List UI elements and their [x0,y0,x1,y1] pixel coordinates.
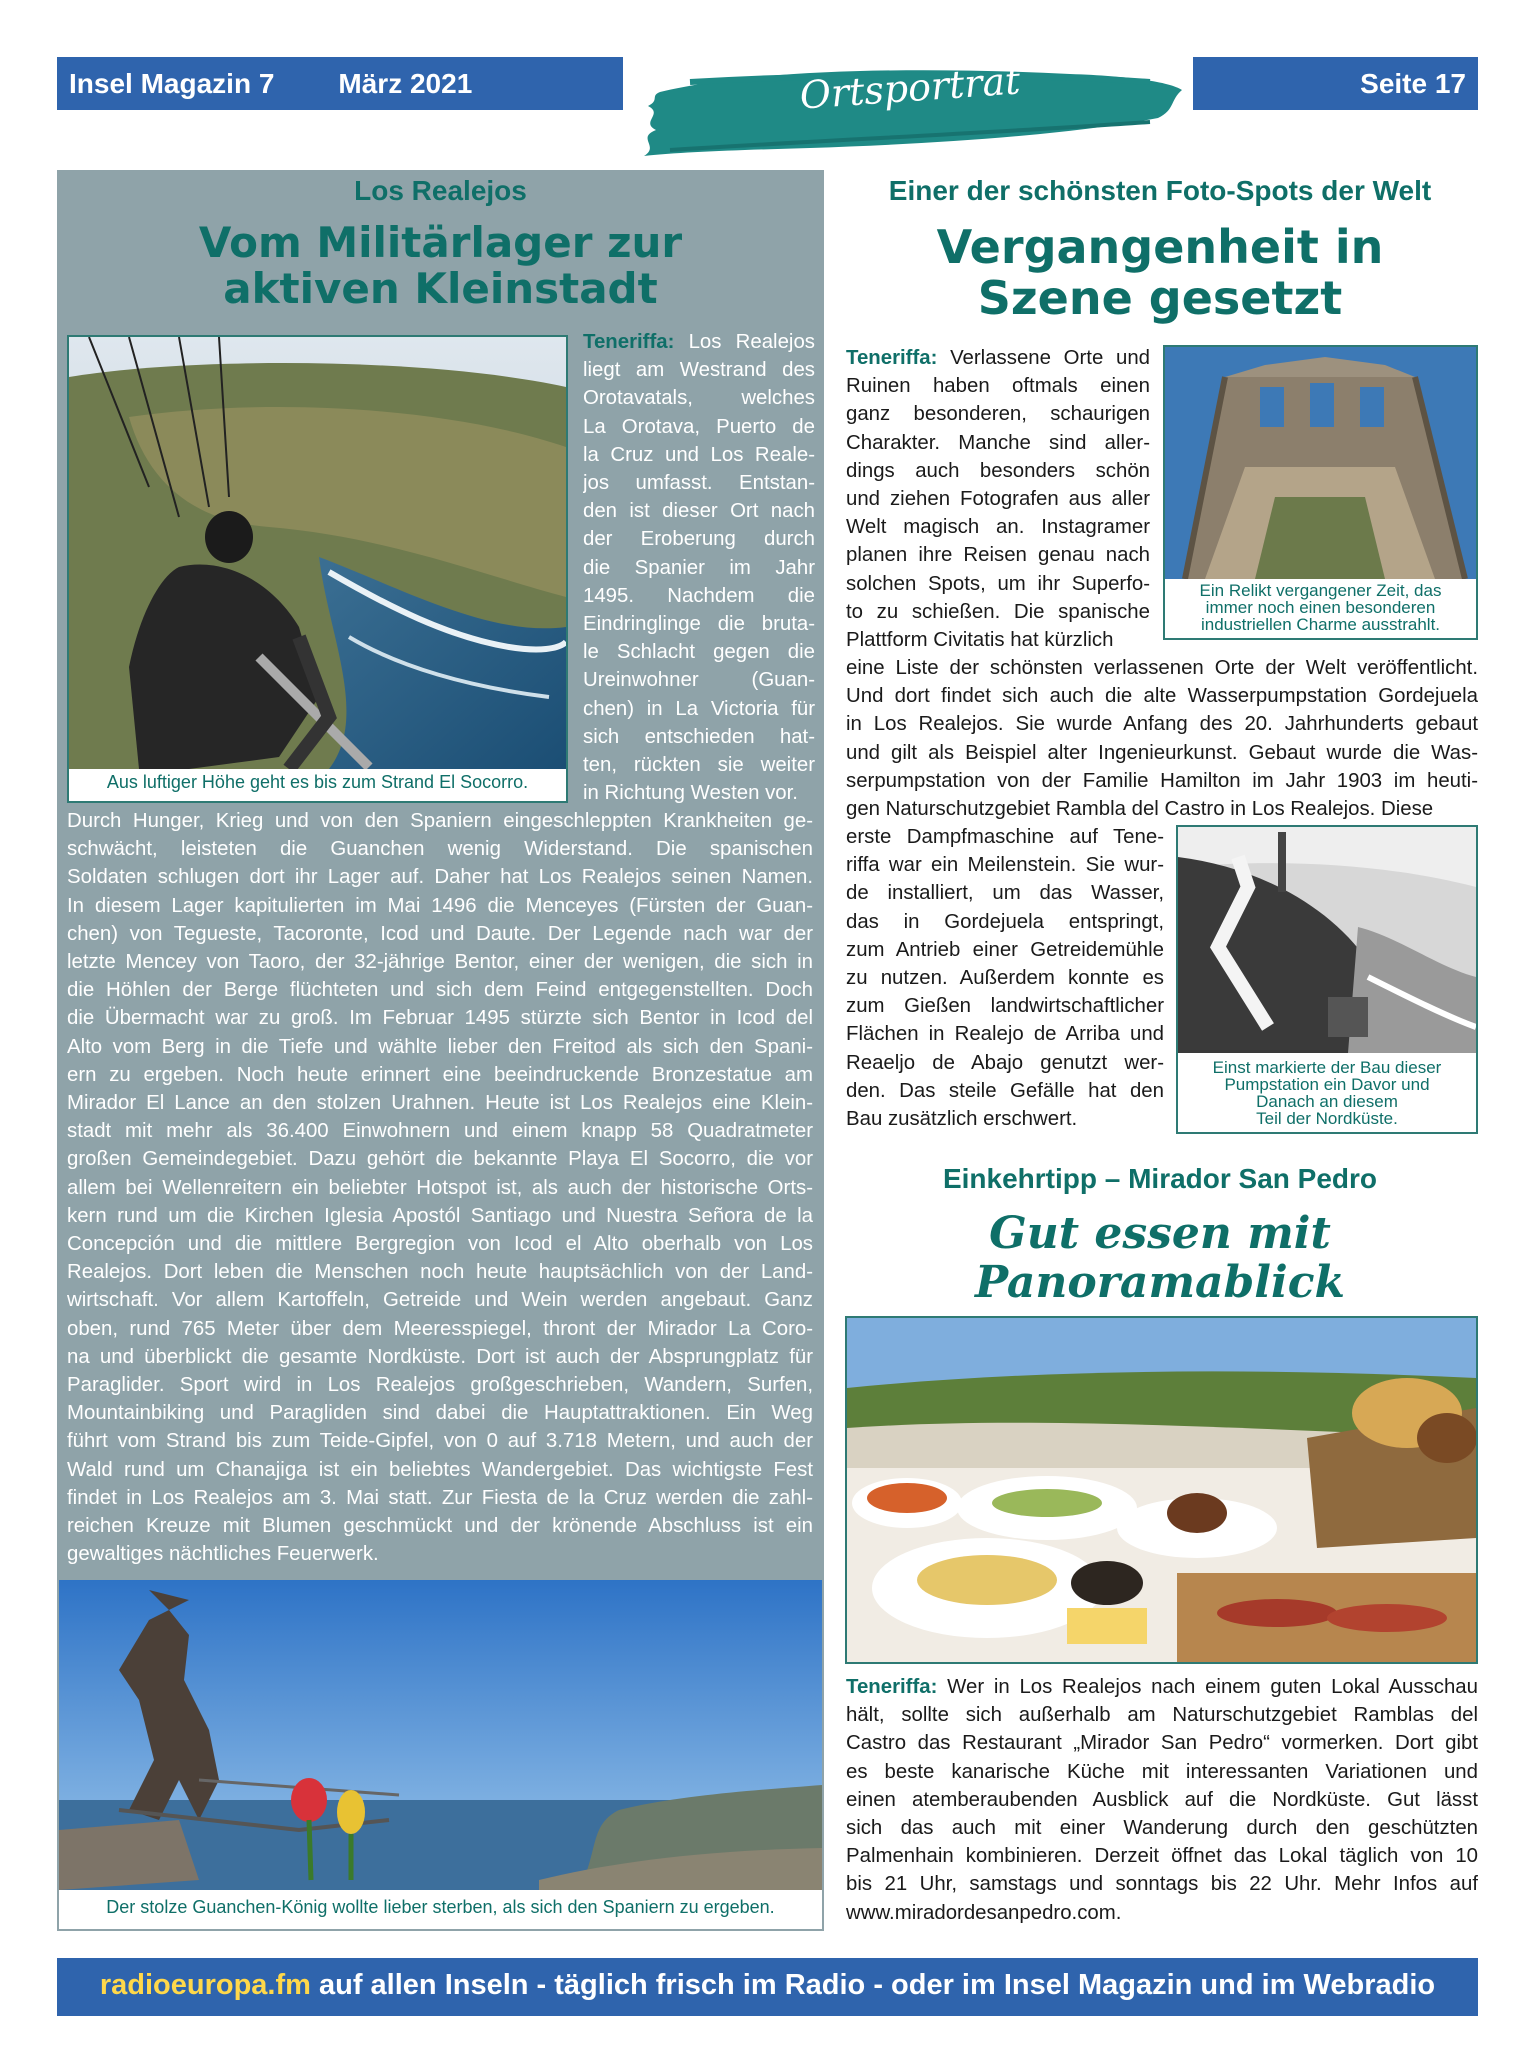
article2-top-lines [846,344,1150,654]
text-line [846,908,1164,936]
text-line [67,807,813,835]
pump-photo-caption [1178,1059,1476,1127]
text-line [583,525,815,553]
text-line-content: führt vom Strand bis zum Teide-Gipfel, von 0 auf 3.718 Metern, und auch der [67,1430,813,1453]
ruin-photo [1165,347,1476,579]
paraglider-photo-frame [67,335,568,803]
text-line-content: www.miradordesanpedro.com. [846,1901,1122,1924]
text-line-content: Ureinwohner (Guan- [583,669,815,692]
text-line [67,1484,813,1512]
text-line-content: sich das auch mit einer Wanderung durch den geschützten [846,1817,1478,1840]
text-line [67,1033,813,1061]
text-line-content: Palmenhain kombinieren. Derzeit öffnet das Lokal täglich von 10 [846,1845,1478,1868]
article1-body [67,807,813,1568]
text-line-content: ten, rückten sie weiter [583,754,815,777]
text-line [583,413,815,441]
text-line-content: reichen Kreuze mit Blumen geschmückt und der krönende Abschluss ist ein [67,1515,813,1538]
statue-photo-caption: Der stolze Guanchen-König wollte lieber sterben, als sich den Spaniern zu ergeben. [106,1897,775,1917]
text-line [583,751,815,779]
article3-headline [840,1209,1480,1308]
statue-photo-frame [57,1578,824,1931]
text-line [846,964,1164,992]
magazine-name: Insel Magazin 7 [69,67,275,99]
text-line [583,723,815,751]
issue-date: März 2021 [338,67,473,99]
footer-tagline: auf allen Inseln - täglich frisch im Radio - oder im Insel Magazin und im Webradio [310,1969,1436,2001]
text-line-content: Charakter. Manche sind aller- [846,431,1150,454]
text-line-content: liegt am Westrand des [583,359,815,382]
text-line [67,892,813,920]
text-line-content: la Cruz und Los Reale- [583,443,815,466]
text-line-content: ganz besonderen, schaurigen [846,403,1150,426]
article2-middle-lines [846,654,1478,823]
text-line-content: Durch Hunger, Krieg und von den Spaniern eingeschleppten Krankheiten ge- [67,810,813,832]
text-line [846,1673,1478,1701]
text-line [846,1842,1478,1870]
article3-kicker: Einkehrtipp – Mirador San Pedro [942,1163,1378,1194]
text-line-content: Und dort findet sich auch die alte Wasserpumpstation Gordejuela [846,685,1478,708]
text-line-content: Plattform Civitatis hat kürzlich [846,629,1114,652]
text-line [67,976,813,1004]
text-line [583,554,815,582]
pump-caption-line1: Einst markierte der Bau dieser [1212,1058,1442,1077]
section-title: Ortsporträt [798,58,1022,118]
lead-label: Teneriffa: [846,1676,948,1698]
footer-radio-link[interactable]: radioeuropa.fm [99,1969,311,2001]
lead-label: Teneriffa: [846,347,951,369]
text-line-content: die Übermacht war zu groß. Im Februar 1495 stürzte sich Bentor in Icod del [67,1007,813,1030]
text-line [67,1061,813,1089]
text-line-content: die Höhlen der Berge flüchteten und sich dem Feind entgegenstellten. Doch [67,979,813,1002]
text-line-content: solchen Spots, um ihr Superfo- [846,572,1150,595]
text-line [846,879,1164,907]
text-line [67,1174,813,1202]
text-line [583,638,815,666]
text-line-content: Ruinen haben oftmals einen [846,375,1150,398]
text-line-content: na und überblickt die gesamte Nordküste. Dort ist auch der Absprungplatz für [67,1345,813,1368]
text-line-content: zum Antrieb einer Getreidemühle [846,938,1164,961]
text-line-content: erste Dampfmaschine auf Tene- [846,826,1164,848]
text-line [846,598,1150,626]
text-line [583,441,815,469]
text-line [846,1758,1478,1786]
paraglider-photo-caption: Aus luftiger Höhe geht es bis zum Strand El Socorro. [106,772,529,792]
text-line [846,654,1478,682]
text-line [846,1077,1164,1105]
text-line [67,920,813,948]
text-line [583,384,815,412]
text-line-content: einen atemberaubenden Ausblick auf die Nordküste. Gut lässt [846,1788,1478,1811]
text-line [846,1870,1478,1898]
text-line-content: wirtschaft. Vor allem Kartoffeln, Getreide und Wein werden angebaut. Ganz [67,1289,813,1312]
text-line-content: letzte Mencey von Taoro, der 32-jährige Bentor, einer der wenigen, die sich in [67,951,813,974]
text-line-content: es beste kanarische Küche mit interessanten Variationen und [846,1760,1478,1783]
article2-headline-line1: Vergangenheit in [936,220,1384,274]
article1-headline [57,220,824,312]
article3-body [846,1673,1478,1927]
text-line [846,513,1150,541]
text-line [583,497,815,525]
text-line-content: stadt mit mehr als 36.400 Einwohnern und einem knapp 58 Quadratmeter [67,1120,813,1143]
text-line-content: chen) von Tegueste, Tacoronte, Icod und Daute. Der Legende nach war der [67,922,813,945]
text-line-content: Paraglider. Sport wird in Los Realejos großgeschrieben, Wandern, Surfen, [67,1374,813,1397]
text-line-content: jos umfasst. Entstan- [583,472,815,495]
text-line [67,1399,813,1427]
text-line [67,863,813,891]
text-line [67,835,813,863]
article1-intro-lines [583,328,815,807]
text-line [846,570,1150,598]
text-line [846,541,1150,569]
text-line-content: Welt magisch an. Instagramer [846,516,1150,539]
article1-headline-line2: aktiven Kleinstadt [223,264,658,314]
text-line [67,1117,813,1145]
text-line-content: zum Gießen landwirtschaftlicher [846,995,1164,1018]
text-line [67,1456,813,1484]
text-line-content: Soldaten schlugen dort ihr Lager auf. Daher hat Los Realejos seinen Namen. [67,866,813,889]
article2-bottom-column [846,823,1164,1133]
text-line-content: Los Realejos [688,331,815,353]
lead-label: Teneriffa: [583,331,689,353]
text-line [846,485,1150,513]
text-line-content: Alto vom Berg in die Tiefe und wählte lieber den Freitod als sich den Spani- [67,1035,813,1058]
text-line [846,936,1164,964]
text-line [846,851,1164,879]
text-line-content: riffa war ein Meilenstein. Sie wur- [846,854,1164,877]
text-line-content: Mountainbiking und Paragliden sind dabei die Hauptattraktionen. Ein Weg [67,1402,813,1425]
text-line-content: das in Gordejuela entspringt, [846,910,1164,933]
text-line-content: kern rund um die Kirchen Iglesia Apostól Santiago und Nuestra Señora de la [67,1204,813,1227]
pump-caption-line4: Teil der Nordküste. [1256,1109,1398,1128]
text-line [67,1202,813,1230]
article2-top-column [846,344,1150,654]
text-line-content: den. Das steile Gefälle hat den [846,1079,1164,1102]
text-line-content: gewaltiges nächtliches Feuerwerk. [67,1543,379,1566]
ruin-photo-frame [1163,345,1478,640]
text-line [846,626,1150,654]
text-line [846,1701,1478,1729]
text-line-content: findet in Los Realejos am 3. Mai statt. Zur Fiesta de la Cruz werden die zahl- [67,1486,813,1509]
article1-body-lines [67,807,813,1568]
ruin-caption-line2: immer noch einen besonderen [1205,598,1436,617]
text-line-content: Wald rund um Chanajiga ist ein beliebtes Wandergebiet. Das wichtigste Fest [67,1458,813,1481]
text-line [67,1540,813,1568]
text-line-content: sich entschieden hat- [583,725,815,748]
text-line [846,767,1478,795]
header-bar-left [57,57,623,110]
text-line-content: Flächen in Realejo de Arriba und [846,1023,1164,1046]
text-line-content: 1495. Nachdem die [583,584,815,607]
text-line [583,582,815,610]
text-line-content: Eindringlinge die bruta- [583,613,815,636]
text-line [846,344,1150,372]
restaurant-photo [847,1318,1476,1662]
article2-middle-column [846,654,1478,823]
pump-photo [1178,827,1476,1053]
text-line [67,1089,813,1117]
text-line [846,429,1150,457]
text-line [846,1105,1164,1133]
text-line-content: Castro das Restaurant „Mirador San Pedro“ vormerken. Dort gibt [846,1732,1478,1755]
pump-caption-line2: Pumpstation ein Davor und [1224,1075,1430,1094]
text-line-content: in Richtung Westen vor. [583,782,798,805]
text-line [846,823,1164,851]
text-line [67,948,813,976]
article1-headline-line1: Vom Militärlager zur [198,218,683,267]
text-line [846,739,1478,767]
text-line [583,695,815,723]
text-line-content: und ziehen Fotografen aus aller [846,488,1150,511]
text-line [67,1145,813,1173]
header-bar-right [1193,57,1478,110]
text-line-content: die Spanier im Jahr [583,556,815,579]
text-line-content: in Los Realejos. Sie wurde Anfang des 20. Jahrhunderts gebaut [846,713,1478,736]
text-line [583,610,815,638]
article3-headline-line2: Panoramablick [975,1257,1345,1309]
text-line [583,779,815,807]
article3-body-lines [846,1673,1478,1927]
text-line-content: der Eroberung durch [583,528,815,551]
text-line-content: Realejos. Dort leben die Menschen noch heute hauptsächlich von der Land- [67,1261,813,1284]
statue-photo [59,1580,822,1890]
text-line [67,1512,813,1540]
text-line [67,1004,813,1032]
text-line-content: Orotavatals, welches [583,387,815,410]
text-line [583,666,815,694]
text-line-content: chen) in La Victoria für [583,697,815,720]
text-line-content: planen ihre Reisen genau nach [846,544,1150,567]
text-line-content: Wer in Los Realejos nach einem guten Lokal Ausschau [947,1676,1478,1698]
pump-caption-line3: Danach an diesem [1256,1092,1398,1111]
text-line [67,1371,813,1399]
ruin-caption-line1: Ein Relikt vergangener Zeit, das [1199,581,1442,600]
text-line-content: Concepción und die mittlere Bergregion von Icod el Alto oberhalb von Los [67,1233,813,1256]
text-line [846,400,1150,428]
ruin-photo-caption [1165,582,1476,633]
text-line-content: schwächt, leisteten die Guanchen wenig Widerstand. Die spanischen [67,838,813,861]
text-line [846,682,1478,710]
text-line [846,1814,1478,1842]
text-line [846,795,1478,823]
text-line-content: und gilt als Beispiel alter Ingenieurkunst. Gebaut wurde die Was- [846,741,1478,764]
text-line [583,469,815,497]
text-line-content: le Schlacht gegen die [583,641,815,664]
text-line [67,1315,813,1343]
text-line-content: gen Naturschutzgebiet Rambla del Castro in Los Realejos. Diese [846,798,1434,821]
text-line [846,372,1150,400]
text-line [583,356,815,384]
text-line [67,1343,813,1371]
text-line [846,710,1478,738]
text-line-content: den ist dieser Ort nach [583,500,815,523]
text-line [846,457,1150,485]
text-line-content: oben, rund 765 Meter über dem Meeresspiegel, thront der Mirador La Coro- [67,1317,813,1340]
text-line-content: Reaeljo de Abajo genutzt wer- [846,1051,1164,1074]
text-line-content: serpumpstation von der Familie Hamilton im Jahr 1903 im heuti- [846,769,1478,792]
paraglider-photo [69,337,566,769]
text-line [67,1427,813,1455]
text-line [846,1786,1478,1814]
article1-kicker: Los Realejos [354,175,527,206]
text-line-content: hält, sollte sich außerhalb am Naturschutzgebiet Ramblas del [846,1704,1478,1727]
article2-headline [840,222,1480,323]
page-number: Seite 17 [1360,67,1466,99]
text-line-content: In diesem Lager kapitulierten im Mai 1496 die Menceyes (Fürsten der Guan- [67,894,813,917]
restaurant-photo-frame [845,1316,1478,1664]
pump-photo-frame [1176,825,1478,1134]
text-line [846,1049,1164,1077]
ruin-caption-line3: industriellen Charme ausstrahlt. [1200,615,1441,634]
text-line [846,1020,1164,1048]
text-line-content: bis 21 Uhr, samstags und sonntags bis 22 Uhr. Mehr Infos auf [846,1873,1478,1896]
article2-kicker: Einer der schönsten Foto-Spots der Welt [888,175,1432,206]
text-line-content: Bau zusätzlich erschwert. [846,1108,1078,1131]
text-line [846,992,1164,1020]
text-line [67,1230,813,1258]
text-line [583,328,815,356]
text-line-content: ern zu ergeben. Noch heute erinnert eine beeindruckende Bronzestatue am [67,1063,813,1086]
text-line-content: großen Gemeindegebiet. Dazu gehört die bekannte Playa El Socorro, die vor [67,1148,813,1171]
article2-bottom-lines [846,823,1164,1133]
article1-intro-column [583,328,815,807]
text-line-content: dings auch besonders schön [846,459,1150,482]
text-line-content: de installiert, um das Wasser, [846,882,1164,905]
article2-headline-line2: Szene gesetzt [977,270,1343,325]
text-line-content: allem bei Wellenreitern ein beliebter Hotspot ist, als auch der historische Orts- [67,1176,813,1199]
text-line [846,1899,1478,1927]
text-line-content: La Orotava, Puerto de [583,415,815,438]
text-line-content: Mirador El Lance an den stolzen Urahnen. Heute ist Los Realejos eine Klein- [67,1092,813,1115]
text-line-content: to zu schießen. Die spanische [846,600,1150,623]
text-line [67,1258,813,1286]
text-line [67,1286,813,1314]
text-line-content: zu nutzen. Außerdem konnte es [846,967,1164,990]
footer-banner [57,1958,1478,2016]
article3-headline-line1: Gut essen mit [989,1208,1331,1259]
text-line [846,1729,1478,1757]
text-line-content: Verlassene Orte und [950,347,1150,369]
text-line-content: eine Liste der schönsten verlassenen Orte der Welt veröffentlicht. [846,657,1478,679]
